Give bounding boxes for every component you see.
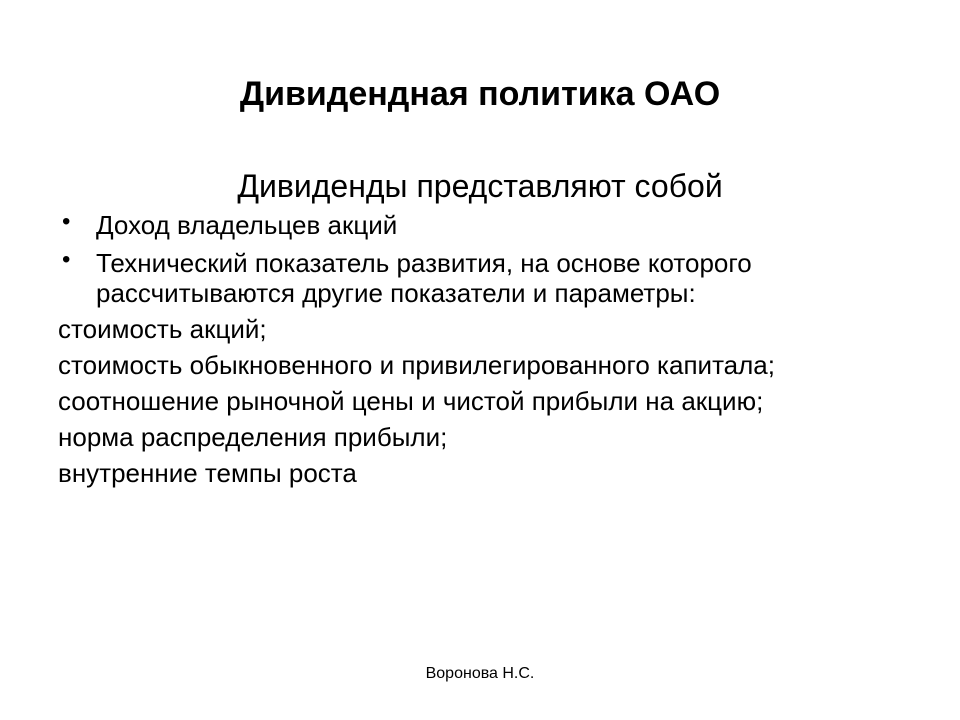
- slide-subtitle: Дивиденды представляют собой: [237, 168, 723, 204]
- bullet-list: [58, 210, 918, 316]
- list-item: стоимость акций;: [58, 314, 267, 344]
- list-item: соотношение рыночной цены и чистой прибыли на акцию;: [58, 386, 764, 416]
- bullet-item: [58, 248, 918, 308]
- slide-footer-author: Воронова Н.С.: [425, 665, 535, 682]
- list-item: норма распределения прибыли;: [58, 422, 448, 452]
- bullet-icon: •: [62, 208, 71, 235]
- bullet-text: Доход владельцев акций: [96, 210, 398, 240]
- list-item: внутренние темпы роста: [58, 458, 357, 488]
- bullet-item: [58, 210, 918, 240]
- bullet-text: Технический показатель развития, на основе которого рассчитываются другие показатели и параметры:: [96, 248, 752, 308]
- parameters-list: [58, 314, 918, 494]
- slide-title: Дивидендная политика ОАО: [239, 75, 721, 113]
- list-item: стоимость обыкновенного и привилегированного капитала;: [58, 350, 775, 380]
- bullet-icon: •: [62, 246, 71, 273]
